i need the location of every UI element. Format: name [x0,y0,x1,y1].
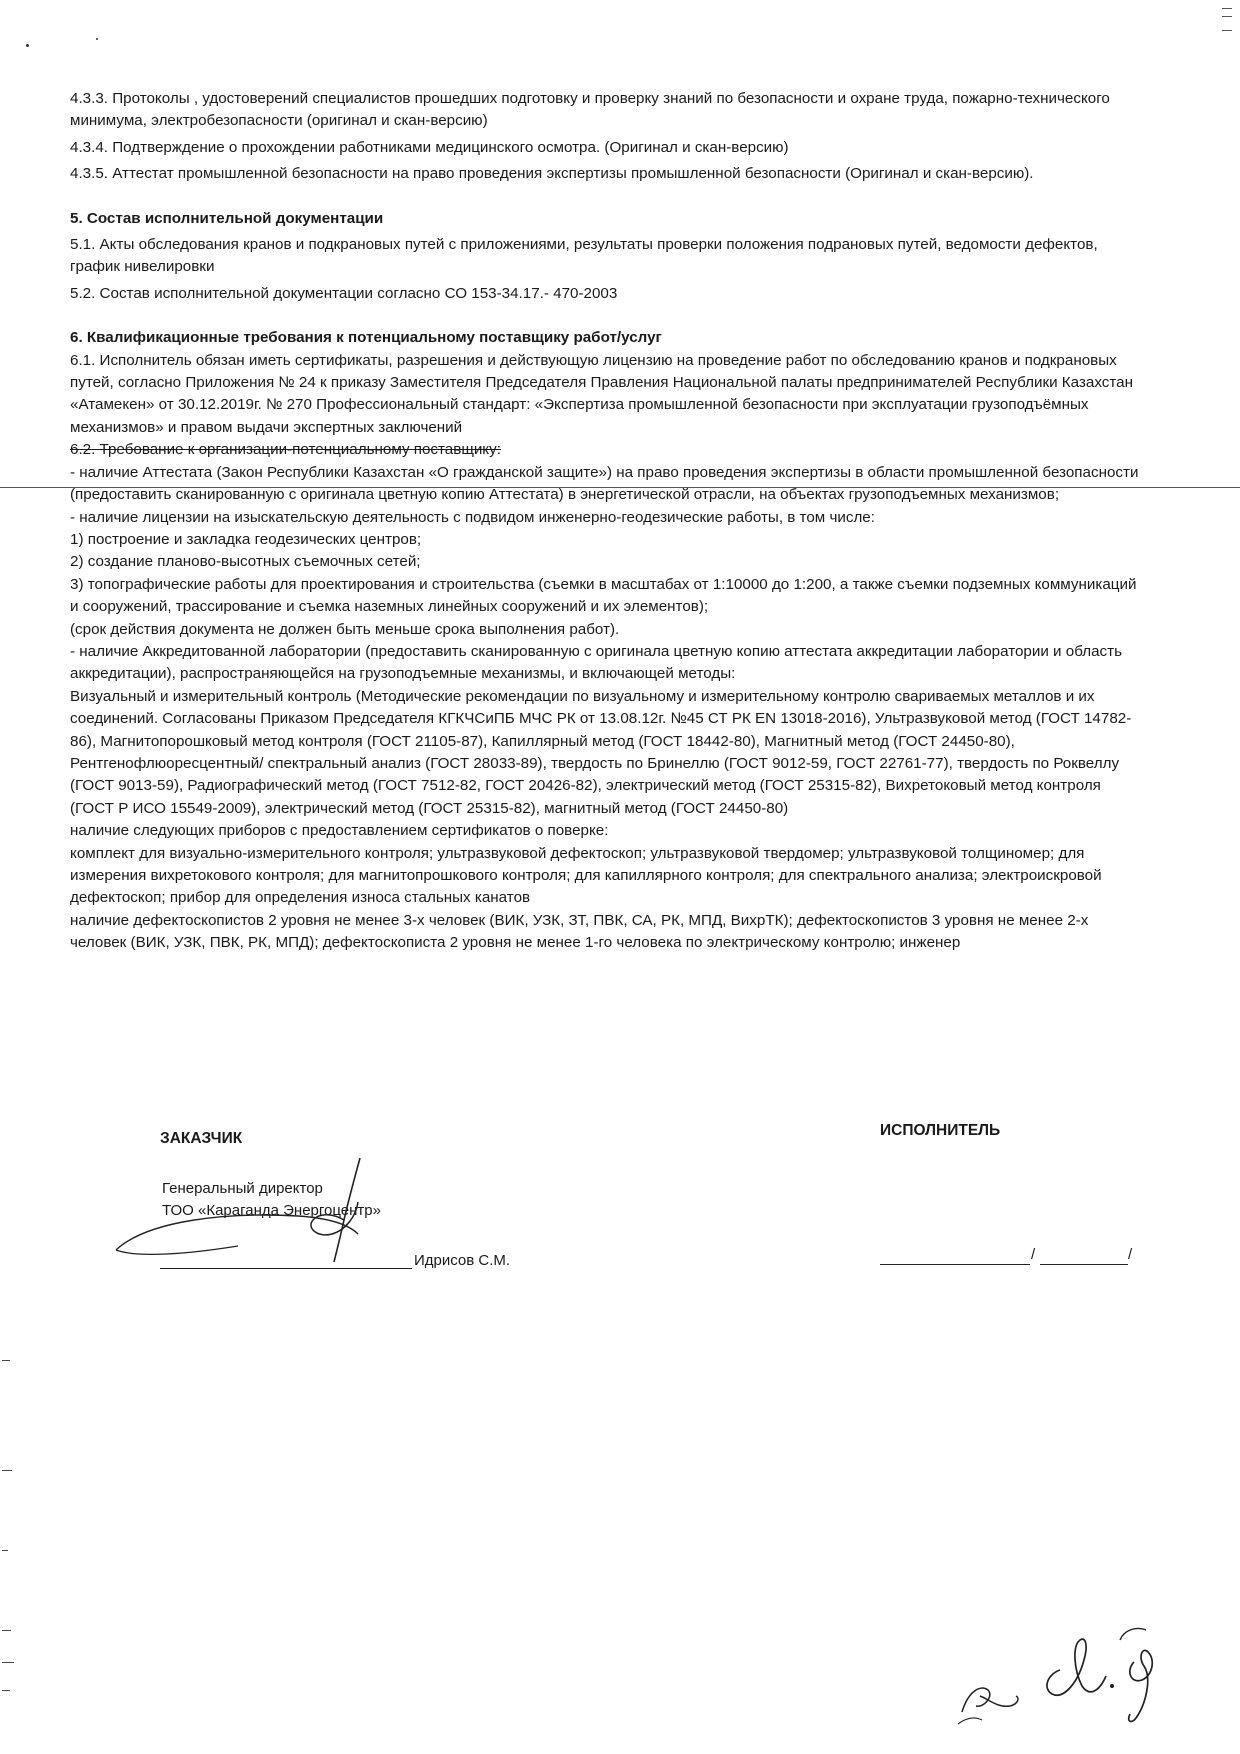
scan-corner-marks [1218,0,1232,60]
contractor-slash: / [1128,1246,1133,1263]
requirement-line: 3) топографические работы для проектирования и строительства (съемки в масштабах от 1:10000 до 1:200, а также съемки подземных коммуникаций и сооружений, трассирование и съемка наземных линейных сооружений и их элементов); [70,575,1137,616]
customer-signature-icon [108,1150,428,1270]
paragraph-5-2: 5.2. Состав исполнительной документации согласно СО 153-34.17.- 470-2003 [70,284,618,302]
section-6-heading: 6. Квалификационные требования к потенциальному поставщику работ/услуг [70,329,662,347]
requirement-line: комплект для визуально-измерительного контроля; ультразвуковой дефектоскоп; ультразвуковой твердомер; ультразвуковой толщиномер; для измерения вихретокового контроля; для магнитопрошкового контроля; для капиллярного контроля; для спектрального анализа; электроискровой дефектоскоп; прибор для определения износа стальных канатов [70,844,1102,907]
paragraph-6-2: 6.2. Требование к организации-потенциальному поставщику: [70,441,501,459]
customer-name: Идрисов С.М. [414,1252,511,1269]
paragraph-5-1: 5.1. Акты обследования кранов и подкрановых путей с приложениями, результаты проверки положения подрановых путей, ведомости дефектов, график нивелировки [70,236,1098,276]
paragraph-4-3-5: 4.3.5. Аттестат промышленной безопасности на право проведения экспертизы промышленной безопасности (Оригинал и скан-версию). [70,165,1034,183]
paragraph-4-3-3: 4.3.3. Протоколы , удостоверений специалистов прошедших подготовку и проверку знаний по безопасности и охране труда, пожарно-технического минимума, электробезопасности (оригинал и скан-версию) [70,90,1110,130]
scan-speck [96,38,98,40]
requirement-line: 1) построение и закладка геодезических центров; [70,530,422,548]
requirement-line: наличие следующих приборов с предоставлением сертификатов о поверке: [70,822,609,840]
customer-company: ТОО «Караганда Энергоцентр» [162,1202,381,1219]
requirement-line: - наличие Аттестата (Закон Республики Казахстан «О гражданской защите») на право проведения экспертизы в области промышленной безопасности (предоставить сканированную с оригинала цветную копию Аттестата) в энергетической отрасли, на объектах грузоподъемных механизмов; [70,463,1139,504]
requirement-line: Визуальный и измерительный контроль (Методические рекомендации по визуальному и измерительному контролю свариваемых металлов и их соединений. Согласованы Приказом Председателя КГКЧСиПБ МЧС РК от 13.08.12г. №45 СТ РК EN 13018-2016), Ультразвуковой метод (ГОСТ 14782-86), Магнитопорошковый метод контроля (ГОСТ 21105-87), Капиллярный метод (ГОСТ 18442-80), Магнитный метод (ГОСТ 24450-80), Рентгенофлюоресцентный/ спектральный анализ (ГОСТ 28033-89), твердость по Бринеллю (ГОСТ 9012-59, ГОСТ 22761-77), твердость по Роквеллу (ГОСТ 9013-59), Радиографический метод (ГОСТ 7512-82, ГОСТ 20426-82), электрический метод (ГОСТ 25315-82), Вихретоковый метод контроля (ГОСТ Р ИСО 15549-2009), электрический метод (ГОСТ 25315-82), магнитный метод (ГОСТ 24450-80) [70,687,1132,817]
requirement-line: (срок действия документа не должен быть меньше срока выполнения работ). [70,620,620,638]
requirement-line: - наличие Аккредитованной лаборатории (предоставить сканированную с оригинала цветную копию аттестата аккредитации лаборатории и область аккредитации), распространяющейся на грузоподъемные механизмы, и включающей методы: [70,642,1122,683]
section-5-heading: 5. Состав исполнительной документации [70,209,384,227]
scan-edge-marks [0,1330,18,1730]
contractor-slash: / [1031,1246,1036,1263]
customer-position: Генеральный директор [162,1180,323,1197]
initials-signature-icon [940,1600,1200,1730]
document-body [70,88,1140,955]
contractor-label: ИСПОЛНИТЕЛЬ [880,1122,1001,1139]
requirement-line: 2) создание планово-высотных съемочных сетей; [70,553,421,571]
scan-speck [26,44,29,47]
paragraph-6-1: 6.1. Исполнитель обязан иметь сертификаты, разрешения и действующую лицензию на проведение работ по обследованию кранов и подкрановых путей, согласно Приложения № 24 к приказу Заместителя Председателя Правления Национальной палаты предпринимателей Республики Казахстан «Атамекен» от 30.12.2019г. № 270 Профессиональный стандарт: «Экспертиза промышленной безопасности при эксплуатации грузоподъёмных механизмов» и правом выдачи экспертных заключений [70,351,1133,436]
paragraph-4-3-4: 4.3.4. Подтверждение о прохождении работниками медицинского осмотра. (Оригинал и скан-версию) [70,138,789,156]
requirement-line: - наличие лицензии на изыскательскую деятельность с подвидом инженерно-геодезические работы, в том числе: [70,508,875,526]
customer-label: ЗАКАЗЧИК [160,1130,243,1147]
contractor-name-line [1040,1264,1128,1265]
requirement-line: наличие дефектоскопистов 2 уровня не менее 3-х человек (ВИК, УЗК, ЗТ, ПВК, СА, РК, МПД, ВихрТК); дефектоскопистов 3 уровня не менее 2-х человек (ВИК, УЗК, ПВК, РК, МПД); дефектоскописта 2 уровня не менее 1-го человека по электрическому контролю; инженер [70,911,1089,952]
contractor-signature-line [880,1264,1030,1265]
